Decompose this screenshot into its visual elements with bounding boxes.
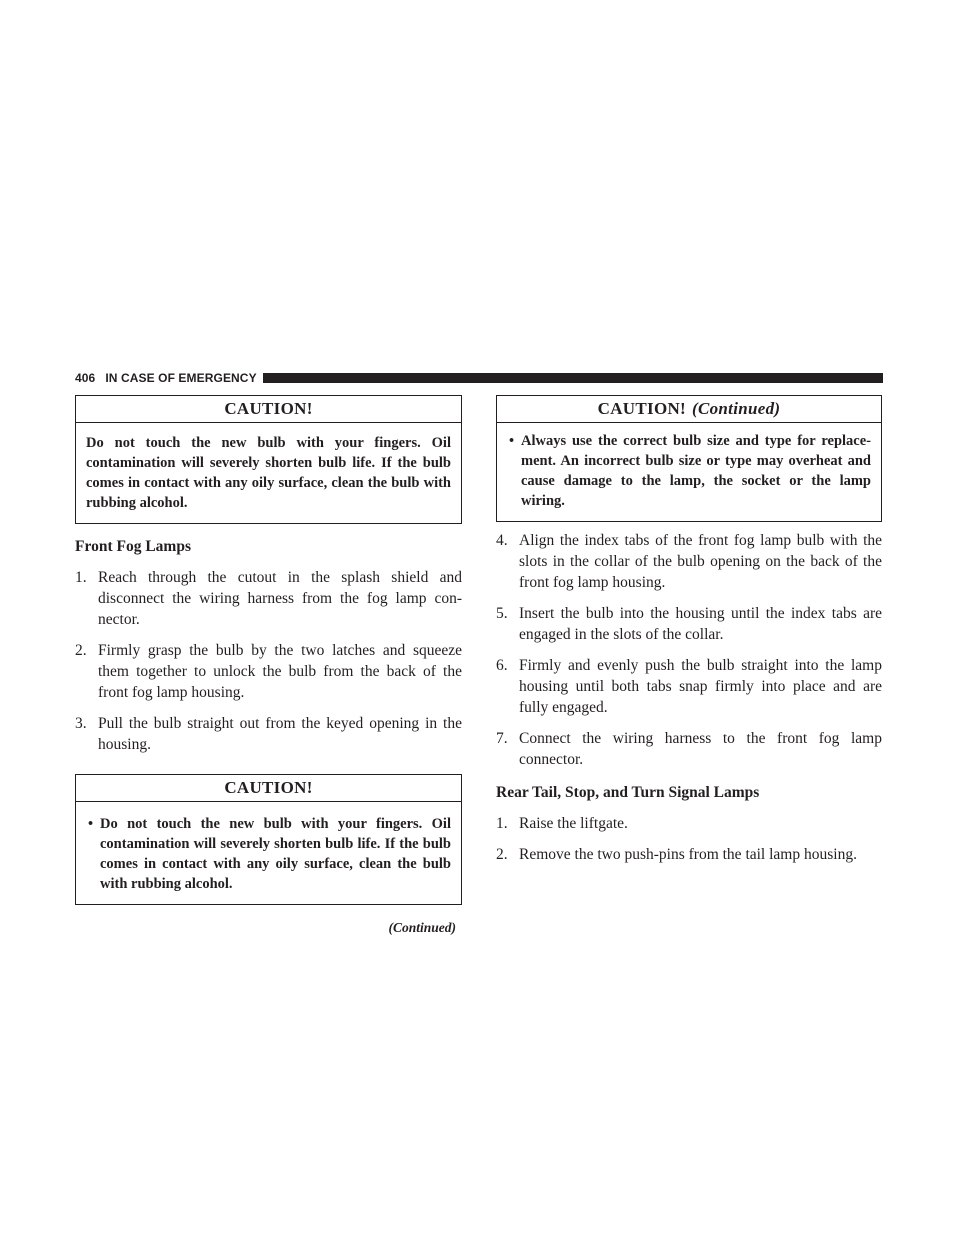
step-number: 1. <box>496 815 508 832</box>
step-item <box>75 567 462 630</box>
caution-body <box>76 802 461 904</box>
page-number: 406 <box>75 371 96 385</box>
caution-text: Do not touch the new bulb with your fingers. Oil contamination will severely shorten bulb life. If the bulb comes in contact with any oily surface, clean the bulb with rubbing alcohol. <box>100 816 451 892</box>
caution-box <box>75 395 462 524</box>
step-item <box>75 640 462 703</box>
right-column <box>496 395 882 865</box>
caution-text: Do not touch the new bulb with your fingers. Oil contamination will severely shorten bulb life. If the bulb comes in contact with any oily surface, clean the bulb with rubbing alcohol. <box>86 435 451 511</box>
step-text: Align the index tabs of the front fog lamp bulb with the slots in the collar of the bulb opening on the back of the front fog lamp housing. <box>519 532 882 591</box>
step-number: 4. <box>496 532 508 549</box>
caution-title: CAUTION! <box>76 775 461 802</box>
header-rule <box>263 373 883 383</box>
step-number: 1. <box>75 569 87 586</box>
page-header <box>75 371 883 385</box>
bullet-icon: • <box>509 433 515 449</box>
continued-note: (Continued) <box>388 920 456 935</box>
step-text: Pull the bulb straight out from the keyed opening in the housing. <box>98 715 462 753</box>
caution-bullet-item <box>509 431 871 511</box>
step-text: Connect the wiring harness to the front fog lamp connector. <box>519 730 882 768</box>
step-text: Firmly and evenly push the bulb straight into the lamp housing until both tabs snap firmly into place and are fully engaged. <box>519 657 882 716</box>
caution-box <box>496 395 882 522</box>
step-number: 6. <box>496 657 508 674</box>
step-item <box>75 713 462 755</box>
step-number: 7. <box>496 730 508 747</box>
step-item <box>496 655 882 718</box>
step-item <box>496 844 882 865</box>
caution-title-continued: (Continued) <box>692 399 781 418</box>
step-item <box>496 603 882 645</box>
step-item <box>496 728 882 770</box>
caution-title-text: CAUTION! <box>597 399 687 418</box>
caution-bullet-item <box>88 814 451 894</box>
caution-body <box>497 423 881 521</box>
caution-title: CAUTION! <box>76 396 461 423</box>
caution-box <box>75 774 462 905</box>
step-item <box>496 530 882 593</box>
step-number: 3. <box>75 715 87 732</box>
step-text: Reach through the cutout in the splash shield and disconnect the wiring harness from the fog lamp con-nector. <box>98 569 462 628</box>
step-text: Remove the two push-pins from the tail lamp housing. <box>519 846 857 863</box>
step-number: 2. <box>496 846 508 863</box>
step-text: Insert the bulb into the housing until the index tabs are engaged in the slots of the collar. <box>519 605 882 643</box>
step-number: 5. <box>496 605 508 622</box>
step-number: 2. <box>75 642 87 659</box>
step-item <box>496 813 882 834</box>
subheading-front-fog-lamps: Front Fog Lamps <box>75 538 191 555</box>
step-text: Raise the liftgate. <box>519 815 628 832</box>
caution-text: Always use the correct bulb size and type for replace-ment. An incorrect bulb size or type may overheat and cause damage to the lamp, the socket or the lamp wiring. <box>521 433 871 509</box>
step-text: Firmly grasp the bulb by the two latches and squeeze them together to unlock the bulb from the back of the front fog lamp housing. <box>98 642 462 701</box>
subheading-rear-lamps: Rear Tail, Stop, and Turn Signal Lamps <box>496 784 760 801</box>
caution-title <box>497 396 881 423</box>
left-column <box>75 395 462 936</box>
section-title: IN CASE OF EMERGENCY <box>105 371 257 385</box>
bullet-icon: • <box>88 816 94 832</box>
